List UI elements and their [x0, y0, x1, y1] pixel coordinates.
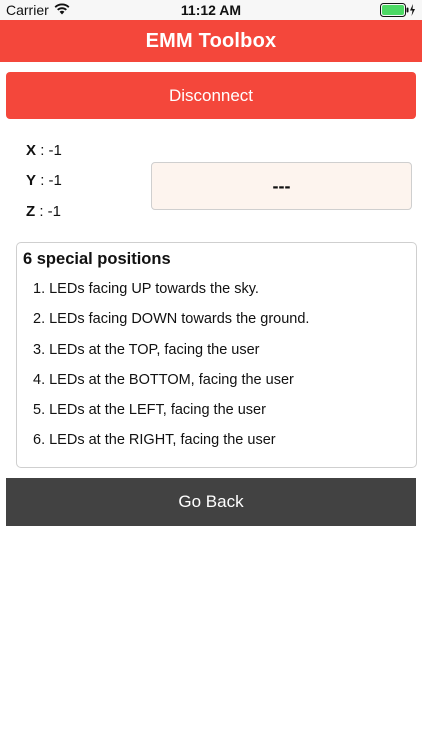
- axis-y-row: [26, 172, 62, 189]
- axis-x-value: : -1: [40, 142, 62, 159]
- list-item: 4. LEDs at the BOTTOM, facing the user: [33, 371, 294, 388]
- disconnect-button[interactable]: Disconnect: [6, 72, 416, 119]
- list-item: 5. LEDs at the LEFT, facing the user: [33, 402, 266, 419]
- axis-z-value: : -1: [39, 203, 62, 220]
- axis-x-row: [26, 142, 62, 159]
- axis-z-label: Z: [26, 203, 36, 220]
- positions-title: 6 special positions: [23, 250, 171, 268]
- axis-y-value: : -1: [40, 172, 62, 189]
- charging-bolt-icon: [410, 4, 415, 16]
- status-time: 11:12 AM: [180, 2, 242, 18]
- battery-icon: [380, 3, 416, 17]
- list-item: 6. LEDs at the RIGHT, facing the user: [33, 432, 276, 449]
- axis-x-label: X: [26, 142, 37, 159]
- axis-z-row: [26, 203, 61, 220]
- navigation-bar: [0, 20, 422, 62]
- positions-list: [33, 281, 309, 463]
- status-bar: [0, 0, 422, 20]
- go-back-button[interactable]: Go Back: [6, 478, 416, 526]
- list-item: 1. LEDs facing UP towards the sky.: [33, 281, 259, 297]
- list-item: 3. LEDs at the TOP, facing the user: [33, 341, 260, 358]
- special-positions-panel: [16, 242, 417, 468]
- position-result-display: ---: [151, 162, 412, 210]
- list-item: 2. LEDs facing DOWN towards the ground.: [33, 311, 310, 328]
- carrier-label: Carrier: [6, 2, 49, 18]
- page-title: EMM Toolbox: [145, 29, 277, 52]
- axis-y-label: Y: [26, 172, 37, 189]
